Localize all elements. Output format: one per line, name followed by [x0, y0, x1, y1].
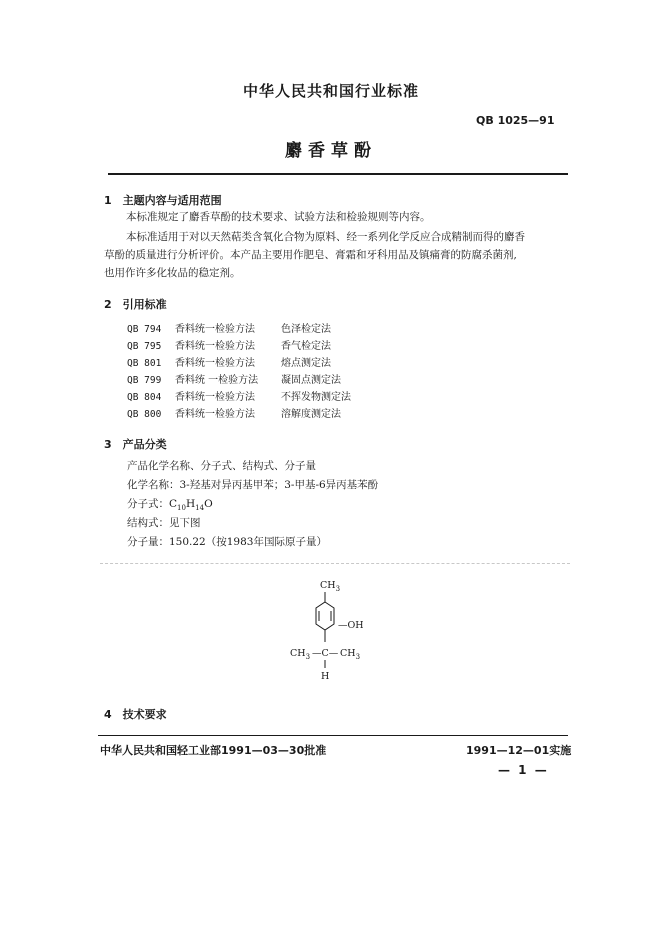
reference-code: QB 800	[127, 409, 162, 420]
section-1-paragraph-2-line-1: 本标准适用于对以天然萜类含氧化合物为原料、经一系列化学反应合成精制而得的麝香	[126, 231, 525, 243]
reference-row	[127, 371, 341, 387]
reference-code: QB 795	[127, 341, 162, 352]
formula-hydrogen-count: 14	[195, 504, 205, 513]
hydrogen-label: H	[321, 671, 330, 682]
standard-number: QB 1025—91	[476, 114, 555, 127]
reference-standard: 香料统一检验方法	[175, 409, 255, 420]
title-divider	[108, 173, 568, 175]
page-number: — 1 —	[498, 763, 549, 777]
section-1-heading: 1 主题内容与适用范围	[104, 194, 222, 207]
reference-test: 不挥发物测定法	[281, 392, 351, 403]
reference-test: 溶解度测定法	[281, 409, 341, 420]
reference-test: 凝固点测定法	[281, 375, 341, 386]
structural-formula-line: 结构式：见下图	[127, 517, 201, 529]
hydroxyl-label: —OH	[338, 620, 364, 631]
molecular-formula-label: 分子式：	[127, 498, 169, 510]
reference-row	[127, 337, 331, 353]
reference-row	[127, 320, 331, 336]
formula-hydrogen: H	[185, 498, 196, 510]
section-1-paragraph-2-line-2: 草酚的质量进行分析评价。本产品主要用作肥皂、膏霜和牙科用品及镇痛膏的防腐杀菌剂,	[104, 249, 517, 261]
section-2-heading: 2 引用标准	[104, 298, 167, 311]
formula-carbon: C	[169, 498, 178, 510]
scan-artifact-line	[100, 563, 570, 564]
footer-divider	[98, 735, 568, 736]
implementation-date: 1991—12—01实施	[466, 744, 572, 757]
reference-standard: 香料统 一检验方法	[175, 375, 259, 386]
structural-formula-diagram	[280, 572, 400, 684]
molecular-formula	[127, 496, 213, 512]
document-title: 麝香草酚	[285, 141, 377, 161]
reference-code: QB 794	[127, 324, 162, 335]
methyl-left-label: $CH_3$	[290, 648, 311, 661]
chemical-name: 化学名称：3-羟基对异丙基甲苯；3-甲基-6异丙基苯酚	[127, 479, 379, 491]
formula-oxygen: O	[204, 498, 213, 510]
central-carbon-label: —C—	[312, 648, 339, 659]
reference-standard: 香料统一检验方法	[175, 358, 255, 369]
reference-code: QB 801	[127, 358, 162, 369]
section-1-paragraph-2-line-3: 也用作许多化妆品的稳定剂。	[104, 267, 241, 279]
product-info-line: 产品化学名称、分子式、结构式、分子量	[127, 460, 316, 472]
reference-row	[127, 388, 351, 404]
approval-statement: 中华人民共和国轻工业部1991—03—30批准	[100, 744, 327, 757]
reference-row	[127, 354, 331, 370]
methyl-right-label: $CH_3$	[340, 648, 361, 661]
reference-row	[127, 405, 341, 421]
reference-test: 色泽检定法	[281, 324, 331, 335]
reference-code: QB 799	[127, 375, 162, 386]
methyl-top-label: $CH_3$	[320, 580, 341, 593]
reference-code: QB 804	[127, 392, 162, 403]
molecular-weight: 分子量：150.22（按1983年国际原子量）	[127, 536, 327, 548]
formula-carbon-count: 10	[177, 504, 186, 513]
reference-test: 香气检定法	[281, 341, 331, 352]
reference-test: 熔点测定法	[281, 358, 331, 369]
section-1-paragraph-1: 本标准规定了麝香草酚的技术要求、试验方法和检验规则等内容。	[126, 211, 431, 223]
reference-standard: 香料统一检验方法	[175, 324, 255, 335]
reference-standard: 香料统一检验方法	[175, 341, 255, 352]
reference-standard: 香料统一检验方法	[175, 392, 255, 403]
section-3-heading: 3 产品分类	[104, 438, 167, 451]
standard-category-title: 中华人民共和国行业标准	[242, 82, 419, 100]
section-4-heading: 4 技术要求	[104, 708, 167, 721]
